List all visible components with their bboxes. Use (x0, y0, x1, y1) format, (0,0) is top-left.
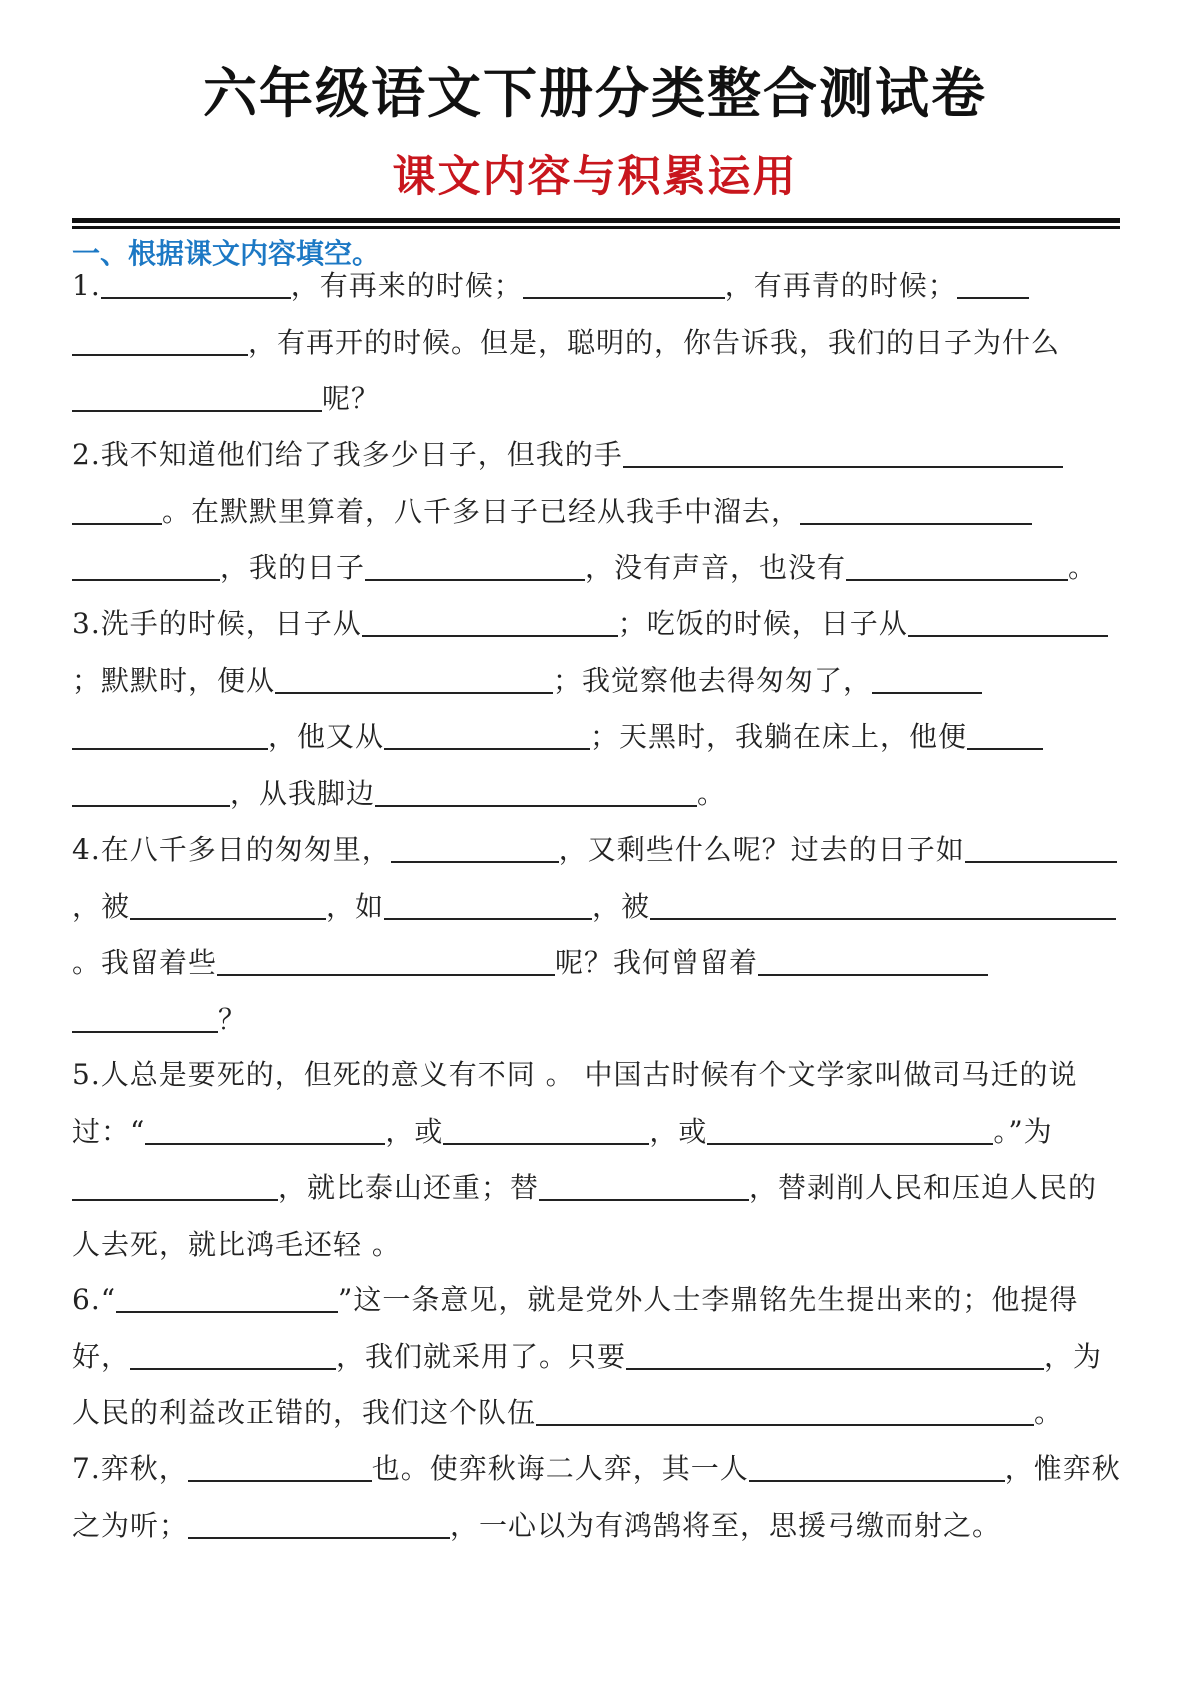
answer-blank[interactable] (749, 1446, 1005, 1482)
answer-blank[interactable] (365, 545, 585, 581)
answer-blank[interactable] (872, 658, 982, 694)
question-number: 5. (72, 1058, 101, 1091)
section-heading: 一、根据课文内容填空。 (72, 237, 381, 270)
answer-blank[interactable] (384, 884, 592, 920)
double-rule-divider (72, 218, 1120, 229)
question-2: 2.我不知道他们给了我多少日子，但我的手。在默默里算着，八千多日子已经从我手中溜去，，我的日子 ，没有声音，也没有 。 (72, 427, 1122, 597)
answer-blank[interactable] (758, 940, 988, 976)
answer-blank[interactable] (101, 263, 291, 299)
question-6: 6.“ ”这一条意见，就是党外人士李鼎铭先生提出来的；他提得好， ，我们就采用了。只要 ，为人民的利益改正错的，我们这个队伍 。 (72, 1272, 1122, 1442)
answer-blank[interactable] (384, 714, 590, 750)
answer-blank[interactable] (523, 263, 725, 299)
answer-blank[interactable] (72, 771, 230, 807)
question-number: 7. (72, 1452, 101, 1485)
answer-blank[interactable] (375, 771, 697, 807)
answer-blank[interactable] (72, 545, 220, 581)
question-4: 4.在八千多日的匆匆里， ，又剩些什么呢？过去的日子如，被 ，如 ，被。我留着些 呢？我何曾留着？ (72, 822, 1122, 1048)
answer-blank[interactable] (275, 658, 553, 694)
answer-blank[interactable] (362, 601, 618, 637)
question-number: 4. (72, 833, 101, 866)
answer-blank[interactable] (188, 1446, 372, 1482)
answer-blank[interactable] (217, 940, 555, 976)
answer-blank[interactable] (72, 320, 248, 356)
answer-blank[interactable] (72, 714, 268, 750)
answer-blank[interactable] (846, 545, 1068, 581)
answer-blank[interactable] (957, 263, 1029, 299)
page-title: 六年级语文下册分类整合测试卷 (203, 62, 987, 125)
answer-blank[interactable] (391, 827, 559, 863)
answer-blank[interactable] (1037, 827, 1117, 863)
answer-blank[interactable] (1026, 884, 1116, 920)
answer-blank[interactable] (707, 1109, 993, 1145)
question-5: 5.人总是要死的，但死的意义有不同 。 中国古时候有个文学家叫做司马迁的说过：“ ，或 ，或 。”为，就比泰山还重；替 ，替剥削人民和压迫人民的人去死，就比鸿毛还轻 。 (72, 1058, 1098, 1261)
answer-blank[interactable] (130, 1334, 336, 1370)
answer-blank[interactable] (72, 376, 322, 412)
answer-blank[interactable] (626, 1334, 1044, 1370)
question-3: 3.洗手的时候，日子从 ；吃饭的时候，日子从；默默时，便从 ；我觉察他去得匆匆了，，他又从 ；天黑时，我躺在床上，他便，从我脚边 。 (72, 596, 1122, 822)
answer-blank[interactable] (145, 1109, 385, 1145)
answer-blank[interactable] (650, 884, 1026, 920)
question-number: 3. (72, 607, 101, 640)
question-number: 1. (72, 269, 101, 302)
answer-blank[interactable] (800, 489, 1032, 525)
answer-blank[interactable] (72, 1165, 278, 1201)
answer-blank[interactable] (623, 432, 1063, 468)
question-number: 6. (72, 1283, 101, 1316)
answer-blank[interactable] (130, 884, 326, 920)
answer-blank[interactable] (116, 1277, 338, 1313)
answer-blank[interactable] (72, 997, 218, 1033)
answer-blank[interactable] (72, 489, 162, 525)
answer-blank[interactable] (967, 714, 1043, 750)
page-subtitle: 课文内容与积累运用 (392, 152, 798, 202)
answer-blank[interactable] (965, 827, 1037, 863)
question-1: 1. ，有再来的时候； ，有再青的时候；，有再开的时候。但是，聪明的，你告诉我，我们的日子为什么呢？ (72, 258, 1122, 428)
question-number: 2. (72, 438, 101, 471)
answer-blank[interactable] (908, 601, 1046, 637)
question-7: 7.弈秋， 也。使弈秋诲二人弈，其一人 ，惟弈秋之为听； ，一心以为有鸿鹄将至，思援弓缴而射之。 (72, 1441, 1122, 1554)
answer-blank[interactable] (188, 1503, 450, 1539)
answer-blank[interactable] (1046, 601, 1108, 637)
answer-blank[interactable] (536, 1390, 1034, 1426)
answer-blank[interactable] (443, 1109, 649, 1145)
answer-blank[interactable] (539, 1165, 749, 1201)
